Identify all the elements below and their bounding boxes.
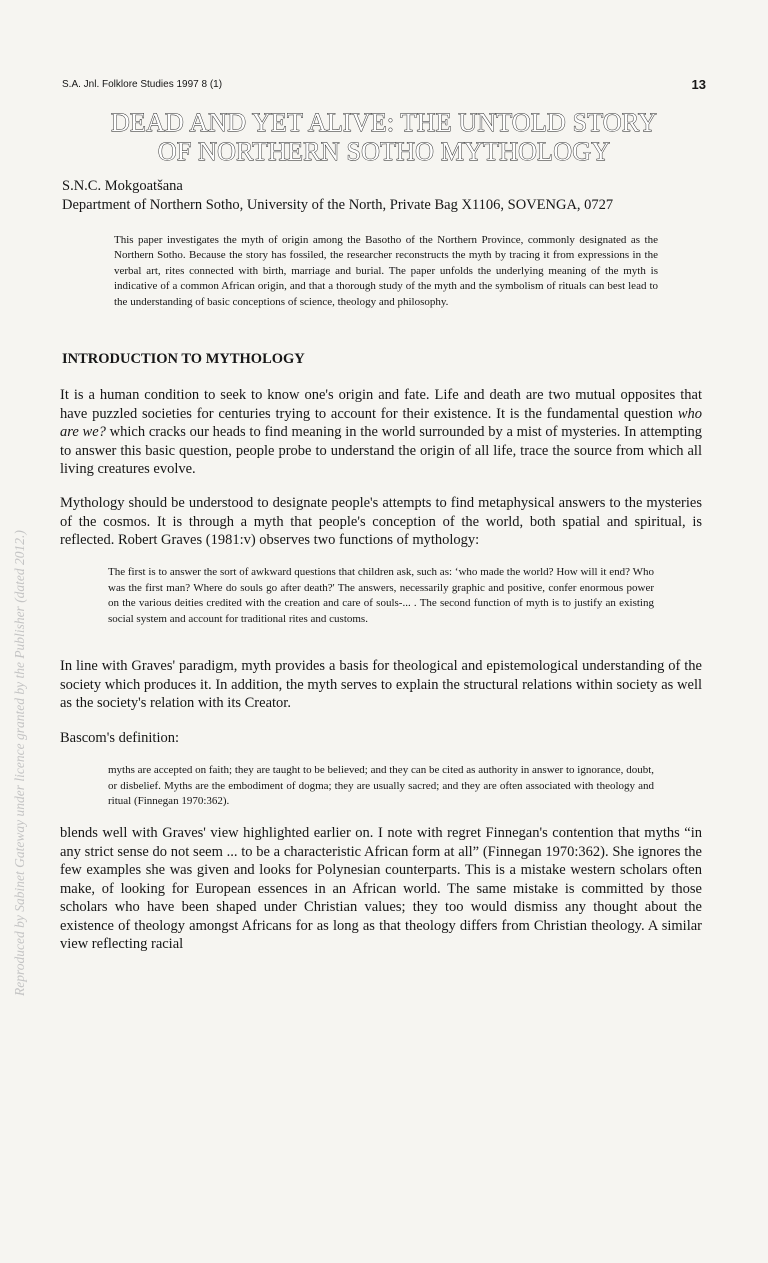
paragraph-1-text-a: It is a human condition to seek to know one's origin and fate. Life and death are two mutual opposites that have puzzled societies for centuries trying to account for their existence. It is the fundamental question <box>60 387 702 422</box>
paragraph-4: Bascom's definition: <box>60 730 180 746</box>
paragraph-2: Mythology should be understood to designate people's attempts to find metaphysical answers to the mysteries of the cosmos. It is through a myth that people's conception of the world, both spatial and spiritual, is reflected. Robert Graves (1981:v) observes two functions of mythology: <box>60 495 702 548</box>
author-name: S.N.C. Mokgoatšana <box>62 178 183 194</box>
paper-title <box>60 108 708 166</box>
paragraph-1-emphasis: who are we? <box>60 405 702 440</box>
block-quote-graves: The first is to answer the sort of awkward questions that children ask, such as: ‘who made the world? How will it end? Who was the first man? Where do souls go after death?' The answers, necessarily graphic and positive, confer enormous power on the various deities credited with the creation and care of souls-... . The second function of myth is to justify an existing social system and account for traditional rites and customs. <box>108 566 654 625</box>
paragraph-5: blends well with Graves' view highlighted earlier on. I note with regret Finnegan's contention that myths “in any strict sense do not seem ... to be a characteristic African form at all” (Finnegan 1970:362). She ignores the few examples she was given and looks for Polynesian counterparts. This is a mistake western scholars often make, of looking for European essences in an African world. The same mistake is committed by those scholars who have been shaped under Christian values; they too would dismiss any thought about the existence of theology amongst Africans for as long as that theology differs from Christian theology. A similar view reflecting racial <box>60 825 702 952</box>
author-affiliation: Department of Northern Sotho, University of the North, Private Bag X1106, SOVENGA, 0727 <box>62 197 614 213</box>
watermark: Reproduced by Sabinet Gateway under licence granted by the Publisher (dated 2012.) <box>12 530 27 996</box>
journal-citation: S.A. Jnl. Folklore Studies 1997 8 (1) <box>62 79 223 90</box>
paragraph-1-text-b: which cracks our heads to find meaning in the world surrounded by a mist of mysteries. In attempting to answer this basic question, people probe to understand the origin of all life, trace the source from which all living creatures evolve. <box>60 424 702 477</box>
block-quote-bascom: myths are accepted on faith; they are taught to be believed; and they can be cited as authority in answer to ignorance, doubt, or disbelief. Myths are the embodiment of dogma; they are usually sacred; and they are often associated with theology and ritual (Finnegan 1970:362). <box>108 764 654 807</box>
section-heading: INTRODUCTION TO MYTHOLOGY <box>62 351 305 367</box>
page-number: 13 <box>691 77 706 92</box>
paragraph-3: In line with Graves' paradigm, myth provides a basis for theological and epistemological understanding of the society which produces it. In addition, the myth serves to explain the structural relations within society as well as the society's relation with its Creator. <box>60 658 702 711</box>
title-line-1: DEAD AND YET ALIVE: THE UNTOLD STORY <box>111 108 657 137</box>
title-line-2: OF NORTHERN SOTHO MYTHOLOGY <box>157 137 611 166</box>
abstract: This paper investigates the myth of origin among the Basotho of the Northern Province, commonly designated as the Northern Sotho. Because the story has fossiled, the researcher reconstructs the myth by tracing it from expressions in the verbal art, rites connected with birth, marriage and burial. The paper unfolds the underlying meaning of the myth is indicative of a common African origin, and that a thorough study of the myth and the symbolism of rituals can best lead to the understanding of basic conceptions of science, theology and philosophy. <box>114 234 658 308</box>
paragraph-1 <box>60 386 702 479</box>
